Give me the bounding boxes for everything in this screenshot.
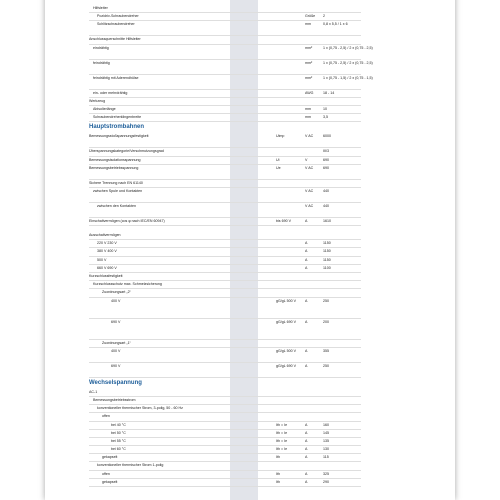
spec-row [89, 248, 361, 256]
spec-label: bei 50 °C [111, 430, 126, 435]
spec-label: Bemessungsbetriebsspannung [89, 165, 139, 170]
spec-row [89, 462, 361, 470]
spec-value: 3,5 [323, 115, 328, 120]
spec-label: feindrähtig mit Aderendhülse [93, 75, 139, 80]
spec-value: 250 [323, 298, 329, 303]
spec-label: Schlitzschraubendreher [97, 22, 135, 27]
spec-label: Schraubendreherklingenbreite [93, 115, 142, 120]
spec-unit: V AC [305, 203, 314, 208]
spec-value: 440 [323, 188, 329, 193]
spec-label: eindrähtig [93, 45, 109, 50]
section-heading: Wechselspannung [89, 379, 142, 386]
spec-sym: Ith = Ie [276, 438, 288, 443]
spec-unit: mm [305, 115, 311, 120]
spec-value: 18 - 14 [323, 90, 335, 95]
spec-row [89, 397, 361, 405]
spec-label: bei 55 °C [111, 438, 126, 443]
spec-value: III/3 [323, 149, 329, 154]
spec-sym: Ith = Ie [276, 447, 288, 452]
spec-row [89, 180, 361, 188]
spec-label: Zuordnungsart „1“ [102, 340, 131, 345]
spec-unit: mm² [305, 60, 313, 65]
spec-value: 0,8 x 5,5 / 1 x 6 [323, 22, 348, 27]
spec-row [89, 114, 361, 122]
spec-value: 325 [323, 471, 329, 476]
spec-label: Abisolierlänge [93, 106, 116, 111]
spec-label: 400 V [111, 298, 121, 303]
spec-row [89, 319, 361, 340]
spec-unit: A [305, 319, 308, 324]
spec-unit: AWG [305, 90, 314, 95]
spec-row [89, 60, 373, 75]
spec-value: 200 [323, 319, 329, 324]
spec-row [89, 90, 361, 98]
spec-value: 440 [323, 203, 329, 208]
spec-sym: Ith [276, 455, 280, 460]
spec-label: ein- oder mehrdrähtig [93, 90, 128, 95]
spec-label: gekapselt [102, 455, 118, 460]
spec-unit: A [305, 249, 308, 254]
spec-label: Zuordnungsart „2“ [102, 290, 131, 295]
spec-unit: A [305, 438, 308, 443]
spec-row [89, 389, 361, 397]
spec-row [89, 157, 361, 165]
spec-row [89, 257, 361, 265]
spec-value: 2 [323, 14, 325, 19]
spec-row [89, 188, 361, 203]
spec-label: Hilfsleiter [93, 6, 108, 10]
spec-sym: Ith [276, 471, 280, 476]
spec-row [89, 348, 361, 363]
spec-unit: A [305, 447, 308, 452]
spec-sym: gG/gL 690 V [276, 363, 297, 368]
spec-label: 660 V 690 V [97, 265, 117, 270]
spec-label: Bemessungsisolationsspannung [89, 157, 141, 162]
spec-value: 130 [323, 447, 329, 452]
spec-value: 145 [323, 430, 329, 435]
spec-row [89, 422, 361, 430]
spec-row [89, 218, 361, 226]
spec-sym: Ue [276, 165, 281, 170]
spec-sym: gG/gL 500 V [276, 348, 297, 353]
spec-unit: A [305, 363, 308, 368]
spec-unit: V AC [305, 134, 314, 139]
spec-row [89, 281, 361, 289]
spec-label: Bemessungsbetriebsstrom [93, 397, 136, 402]
spec-value: 1150 [323, 241, 331, 246]
spec-row [89, 446, 361, 454]
spec-sym: Ith = Ie [276, 430, 288, 435]
spec-unit: A [305, 265, 308, 270]
spec-row [89, 203, 361, 218]
spec-value: 1610 [323, 218, 331, 223]
spec-unit: mm [305, 22, 311, 27]
spec-label: feindrähtig [93, 60, 110, 65]
spec-label: 380 V 400 V [97, 249, 117, 254]
spec-unit: A [305, 471, 308, 476]
spec-label: Ausschaltvermögen [89, 233, 121, 238]
spec-row [89, 265, 361, 273]
spec-row [89, 298, 361, 319]
spec-row [89, 340, 361, 348]
spec-row [89, 363, 361, 378]
spec-unit: V AC [305, 165, 314, 170]
spec-value: 1 x (0,75 - 1,5) / 2 x (0,75 - 1,5) [323, 75, 373, 80]
spec-label: 220 V 230 V [97, 241, 117, 246]
spec-value: 135 [323, 438, 329, 443]
spec-sym: Ui [276, 157, 280, 162]
spec-row [89, 133, 361, 148]
spec-row [89, 13, 361, 21]
spec-label: Kurzschlussschutz max. Schmelzsicherung [93, 282, 162, 287]
spec-value: 6000 [323, 134, 331, 139]
spec-label: Einschaltvermögen (cos φ nach IEC/EN 60947) [89, 218, 165, 223]
spec-unit: A [305, 430, 308, 435]
spec-value: 690 [323, 157, 329, 162]
spec-row [89, 165, 361, 180]
spec-row [89, 479, 361, 487]
spec-unit: Größe [305, 14, 316, 19]
spec-label: zwischen den Kontakten [97, 203, 136, 208]
spec-unit: mm² [305, 75, 313, 80]
spec-unit: A [305, 218, 308, 223]
spec-label: offen [102, 414, 110, 419]
spec-table [89, 5, 373, 487]
spec-row [89, 289, 361, 297]
spec-label: bei 60 °C [111, 447, 126, 452]
spec-row [89, 75, 373, 90]
section-heading: Hauptstrombahnen [89, 124, 145, 131]
spec-label: gekapselt [102, 479, 118, 484]
spec-value: 1 x (0,75 - 2,5) / 2 x (0,75 - 2,5) [323, 60, 373, 65]
spec-row [89, 106, 361, 114]
spec-label: AC-1 [89, 389, 98, 394]
spec-row [89, 413, 361, 421]
spec-unit: A [305, 348, 308, 353]
spec-label: Pozidriv-Schraubendreher [97, 14, 139, 19]
spec-label: Werkzeug [89, 98, 106, 103]
spec-value: 1100 [323, 265, 331, 270]
spec-value: 115 [323, 455, 329, 460]
spec-row [89, 36, 361, 44]
spec-unit: mm² [305, 45, 313, 50]
spec-sym: gG/gL 690 V [276, 319, 297, 324]
spec-label: bei 40 °C [111, 422, 126, 427]
spec-value: 355 [323, 348, 329, 353]
spec-sym: Ith = Ie [276, 422, 288, 427]
spec-sym: Uimp [276, 134, 285, 139]
spec-sym: bis 690 V [276, 218, 291, 223]
spec-row [89, 273, 361, 281]
spec-value: 690 [323, 165, 329, 170]
spec-label: Sichere Trennung nach EN 61140 [89, 180, 143, 185]
spec-unit: A [305, 422, 308, 427]
spec-label: 400 V [111, 348, 121, 353]
spec-label: 690 V [111, 319, 121, 324]
datasheet-page [45, 0, 455, 500]
spec-value: 250 [323, 363, 329, 368]
spec-value: 1150 [323, 257, 331, 262]
spec-value: 10 [323, 106, 327, 111]
spec-row [89, 45, 373, 60]
spec-label: konventioneller thermischer Strom 1-polig [97, 463, 164, 468]
spec-unit: A [305, 455, 308, 460]
spec-unit: V AC [305, 188, 314, 193]
spec-label: 690 V [111, 363, 121, 368]
spec-value: 160 [323, 422, 329, 427]
spec-row [89, 430, 361, 438]
spec-value: 1 x (0,75 - 2,5) / 2 x (0,75 - 2,5) [323, 45, 373, 50]
spec-unit: V [305, 157, 308, 162]
spec-unit: mm [305, 106, 311, 111]
spec-row [89, 148, 361, 156]
spec-label: Kurzschlussfestigkeit [89, 274, 123, 278]
spec-row [89, 471, 361, 479]
spec-value: 1150 [323, 249, 331, 254]
spec-sym: gG/gL 500 V [276, 298, 297, 303]
spec-label: 500 V [97, 257, 107, 262]
spec-row [89, 21, 361, 36]
spec-label: offen [102, 471, 110, 476]
spec-unit: A [305, 241, 308, 246]
spec-label: Überspannungskategorie/Verschmutzungsgrad [89, 149, 164, 154]
spec-row [89, 98, 361, 106]
spec-value: 290 [323, 479, 329, 484]
spec-row [89, 438, 361, 446]
spec-unit: A [305, 298, 308, 303]
spec-row [89, 454, 361, 462]
spec-label: Anschlussquerschnitte Hilfsleiter [89, 37, 141, 42]
spec-unit: A [305, 479, 308, 484]
spec-sym: Ith [276, 479, 280, 484]
spec-label: Bemessungsstoßspannungsfestigkeit [89, 134, 149, 139]
spec-row [89, 5, 361, 13]
spec-row [89, 240, 361, 248]
spec-label: konventioneller thermischer Strom, 3-polig, 50 - 60 Hz [97, 406, 183, 411]
spec-unit: A [305, 257, 308, 262]
spec-label: zwischen Spule und Kontakten [93, 188, 143, 193]
spec-row [89, 405, 361, 413]
spec-row [89, 232, 361, 240]
